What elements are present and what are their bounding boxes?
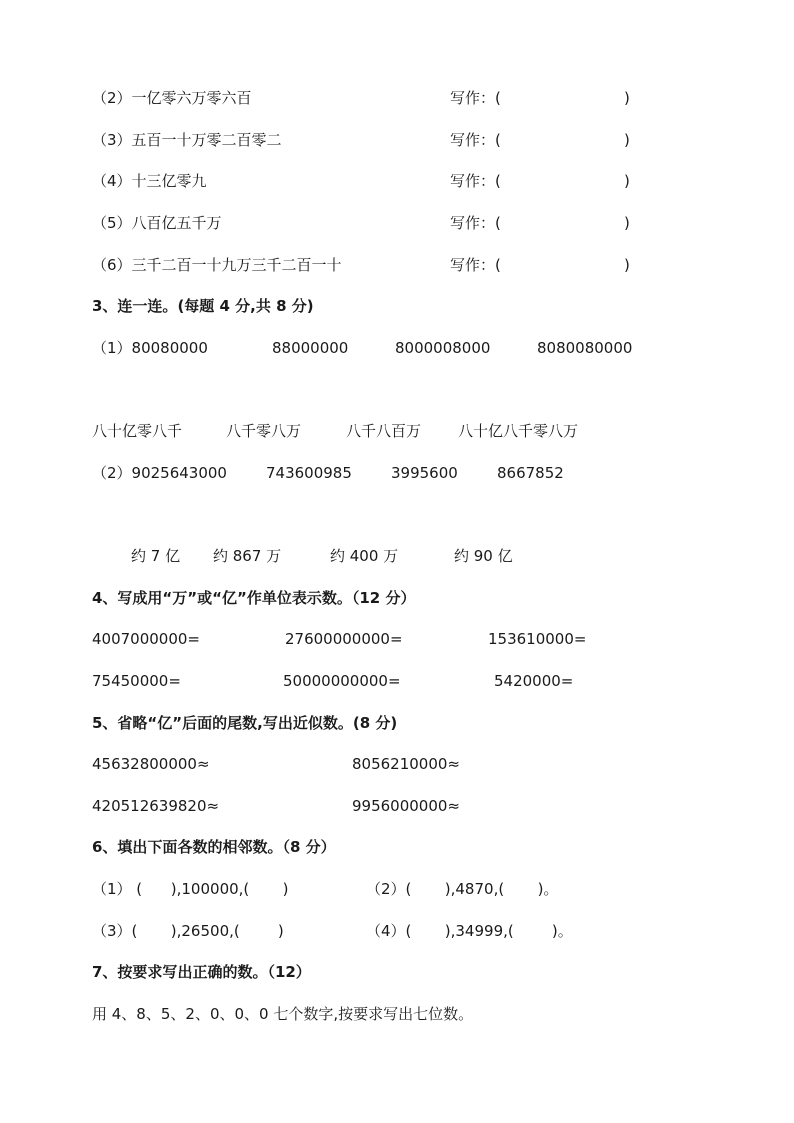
q2-close-paren: ) (624, 214, 630, 232)
q5-expression: 45632800000≈ (92, 755, 210, 773)
q6-title: 6、填出下面各数的相邻数。（8 分） (92, 838, 336, 856)
q3-words2-item: 约 400 万 (330, 547, 399, 565)
q3-row1-number: 8000008000 (395, 339, 491, 357)
q7-title: 7、按要求写出正确的数。（12） (92, 963, 311, 981)
q2-write-label: 写作：( (450, 172, 501, 190)
q3-row1-label: （1）80080000 (92, 339, 208, 357)
q3-title: 3、连一连。(每题 4 分,共 8 分) (92, 297, 314, 315)
q4-title: 4、写成用“万”或“亿”作单位表示数。（12 分） (92, 589, 416, 607)
q7-instruction: 用 4、8、5、2、0、0、0 七个数字,按要求写出七位数。 (92, 1005, 474, 1023)
q3-words1-item: 八十亿八千零八万 (458, 422, 579, 440)
q3-words1-item: 八千零八万 (226, 422, 302, 440)
q4-expression: 27600000000= (285, 630, 403, 648)
q6-item: （3）( ),26500,( ) (92, 922, 284, 940)
q2-close-paren: ) (624, 172, 630, 190)
q3-row2-number: 8667852 (497, 464, 564, 482)
q3-words1-item: 八千八百万 (346, 422, 422, 440)
q3-words2-item: 约 90 亿 (454, 547, 513, 565)
q2-item-label: （2）一亿零六万零六百 (92, 89, 252, 107)
q2-close-paren: ) (624, 89, 630, 107)
q3-row1-number: 8080080000 (537, 339, 633, 357)
q5-title: 5、省略“亿”后面的尾数,写出近似数。(8 分) (92, 714, 398, 732)
q3-row1-number: 88000000 (272, 339, 349, 357)
q2-write-label: 写作：( (450, 131, 501, 149)
q2-write-label: 写作：( (450, 214, 501, 232)
q2-write-label: 写作：( (450, 256, 501, 274)
q2-close-paren: ) (624, 131, 630, 149)
q2-close-paren: ) (624, 256, 630, 274)
q5-expression: 9956000000≈ (352, 797, 461, 815)
q2-item-label: （4）十三亿零九 (92, 172, 207, 190)
q3-row2-number: 743600985 (266, 464, 352, 482)
q5-expression: 8056210000≈ (352, 755, 461, 773)
q6-item: （4）( ),34999,( )。 (366, 922, 573, 940)
q2-item-label: （6）三千二百一十九万三千二百一十 (92, 256, 342, 274)
q4-expression: 5420000= (494, 672, 574, 690)
q4-expression: 50000000000= (283, 672, 401, 690)
q5-expression: 420512639820≈ (92, 797, 220, 815)
q2-write-label: 写作：( (450, 89, 501, 107)
q4-expression: 75450000= (92, 672, 181, 690)
q2-item-label: （5）八百亿五千万 (92, 214, 222, 232)
q6-item: （2）( ),4870,( )。 (366, 880, 559, 898)
q4-expression: 4007000000= (92, 630, 201, 648)
q2-item-label: （3）五百一十万零二百零二 (92, 131, 282, 149)
q4-expression: 153610000= (488, 630, 587, 648)
q3-words2-item: 约 867 万 (213, 547, 282, 565)
q6-item: （1） ( ),100000,( ) (92, 880, 289, 898)
q3-words2-item: 约 7 亿 (131, 547, 181, 565)
q3-row2-number: 3995600 (391, 464, 458, 482)
q3-row2-label: （2）9025643000 (92, 464, 227, 482)
q3-words1-item: 八十亿零八千 (92, 422, 183, 440)
